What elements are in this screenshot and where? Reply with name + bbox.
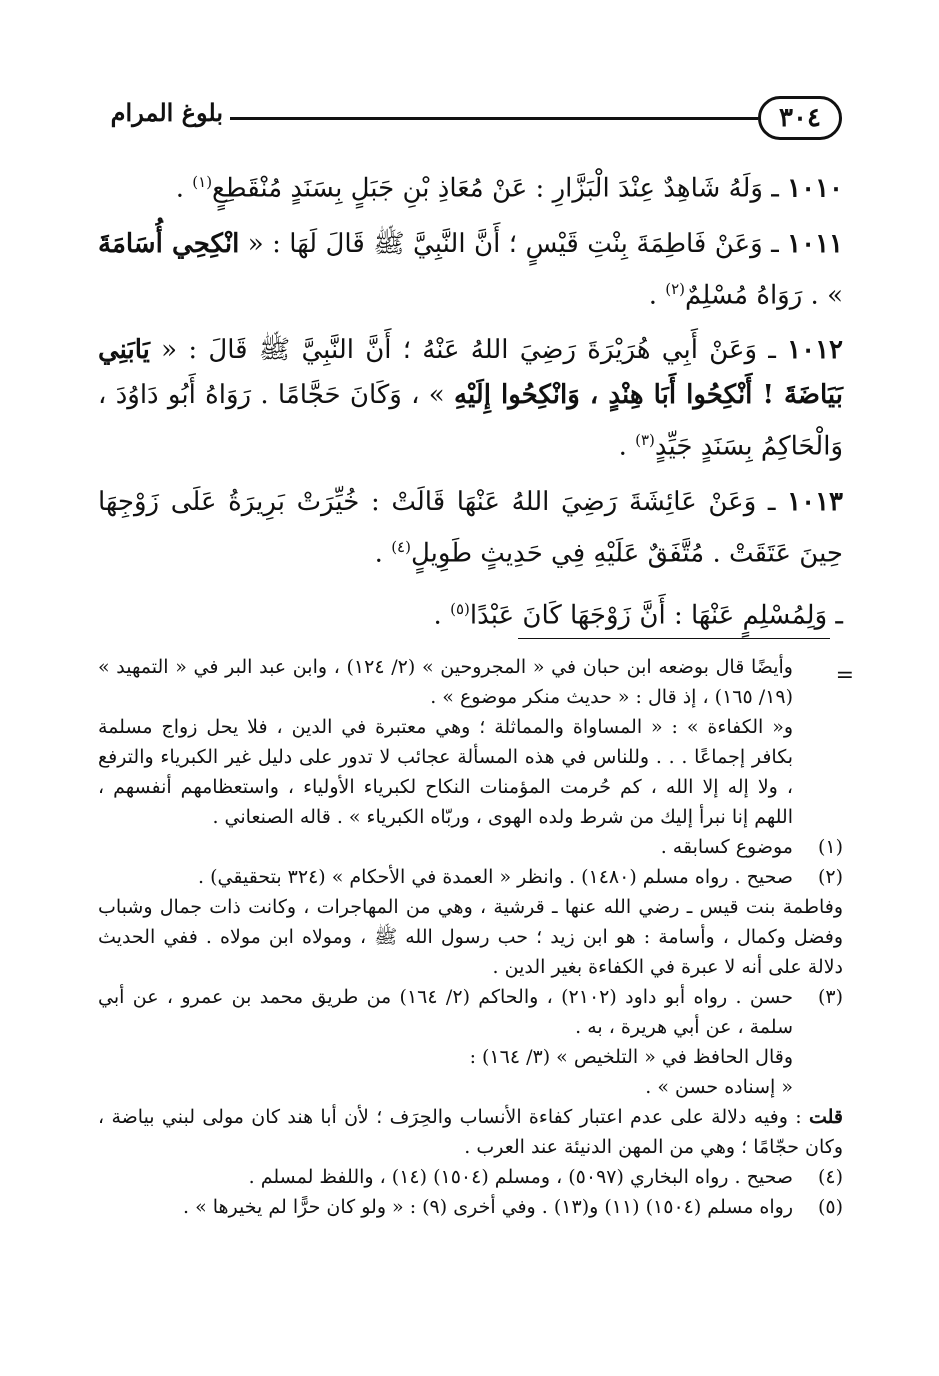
footnote-label: (١)	[817, 836, 843, 858]
hadith-number: ١٠١٢	[787, 335, 844, 366]
text-segment: ـ وَلَهُ شَاهِدٌ عِنْدَ الْبَزَّارِ : عَنْ مُعَاذِ بْنِ جَبَلٍ بِسَنَدٍ مُنْقَطِعٍ	[212, 173, 779, 204]
footnote-text: حسن . رواه أبو داود (٢١٠٢) ، والحاكم (٢/ ١٦٤) من طريق محمد بن عمرو ، عن أبي سلمة ، عن أبي هريرة ، به .	[98, 986, 793, 1038]
footnote-4	[98, 1162, 843, 1192]
footnote-3-quote: « إسناده حسن » .	[645, 1076, 793, 1098]
footnote-label: (٣)	[817, 986, 843, 1008]
hadith-number: ١٠١٣	[787, 486, 843, 517]
footnote-3	[98, 982, 843, 1042]
header-rule	[230, 117, 758, 120]
hadith-1013	[98, 480, 843, 577]
footnote-continuation: وأيضًا قال بوضعه ابن حبان في « المجروحين » (٢/ ١٢٤) ، وابن عبد البر في « التمهيد » (١٩/ ١٦٥) ، إذ قال : « حديث منكر موضوع » .	[98, 656, 793, 708]
book-title: بلوغ المرام	[110, 98, 223, 127]
hadith-1012	[98, 328, 843, 470]
footnote-1	[98, 832, 843, 862]
prophetic-quote: يَابَنِي بَيَاضَةَ ! أَنْكِحُوا أَبَا هِنْدٍ ، وَانْكِحُوا إِلَيْهِ	[98, 335, 843, 411]
page-header	[98, 96, 842, 146]
hadith-appendix	[98, 587, 843, 639]
footnote-2	[98, 862, 843, 892]
footnote-separator	[518, 638, 830, 639]
hadith-1010	[98, 160, 843, 212]
footnote-ref: (٢)	[665, 279, 686, 298]
footnote-ref: (٣)	[635, 431, 655, 450]
footnotes	[98, 652, 843, 1222]
footnote-text: رواه مسلم (١٥٠٤) (١١) و(١٣) . وفي أخرى (٩) : « ولو كان حرًّا لم يخيرها » .	[183, 1196, 793, 1218]
footnote-3-hafiz: وقال الحافظ في « التلخيص » (٣/ ١٦٤) :	[469, 1046, 793, 1068]
text-segment: » . رَوَاهُ مُسْلِمٌ	[685, 280, 843, 311]
hadith-1011	[98, 222, 843, 319]
qultu-label: قلت	[808, 1106, 843, 1128]
continuation-mark: =	[835, 663, 854, 688]
footnote-label: (٤)	[817, 1166, 843, 1188]
text-segment: .	[433, 600, 451, 631]
footnote-text: صحيح . رواه مسلم (١٤٨٠) . وانظر « العمدة في الأحكام » (٣٢٤ بتحقيقي) .	[198, 866, 793, 888]
prophetic-quote: انْكِحِي أُسَامَةَ	[98, 228, 240, 259]
page-number: ٣٠٤	[758, 96, 842, 140]
footnote-ref: (٤)	[391, 537, 411, 556]
text-segment: ـ وَعَنْ أَبِي هُرَيْرَةَ رَضِيَ اللهُ عَنْهُ ؛ أَنَّ النَّبِيَّ ﷺ قَالَ : «	[149, 335, 776, 366]
qultu-text: : وفيه دلالة على عدم اعتبار كفاءة الأنساب والحِرَف ؛ لأن أبا هند كان مولى لبني بياضة ، وكان حجّامًا ؛ وهي من المهن الدنيئة عند العرب .	[98, 1106, 843, 1158]
hadith-number: ١٠١٠	[787, 173, 843, 204]
footnote-ref: (١)	[192, 173, 213, 191]
hadith-text	[98, 160, 843, 648]
footnote-ref: (٥)	[450, 599, 470, 618]
footnote-label: (٢)	[817, 866, 843, 888]
text-segment: ـ وَعَنْ عَائِشَةَ رَضِيَ اللهُ عَنْهَا قَالَتْ : خُيِّرَتْ بَرِيرَةُ عَلَى زَوْجِهَا حِينَ عَتَقَتْ . مُتَّفَقٌ عَلَيْهِ فِي حَدِيثٍ طَوِيلٍ	[98, 486, 843, 569]
text-segment: ـ وَلِمُسْلِمٍ عَنْهَا : أَنَّ زَوْجَهَا كَانَ عَبْدًا	[469, 600, 843, 631]
text-segment: .	[618, 431, 636, 462]
text-segment: .	[374, 538, 392, 569]
footnote-label: (٥)	[817, 1196, 843, 1218]
hadith-number: ١٠١١	[787, 228, 844, 259]
footnote-text: صحيح . رواه البخاري (٥٠٩٧) ، ومسلم (١٥٠٤) (١٤) ، واللفظ لمسلم .	[248, 1166, 793, 1188]
text-segment: .	[648, 280, 666, 311]
footnote-continuation: و« الكفاءة » : « المساواة والمماثلة ؛ وهي معتبرة في الدين ، فلا يحل زواج مسلمة بكافر إجماعًا . . . وللناس في هذه المسألة عجائب لا تدور على دليل غير الكبرياء والترفع ، ولا إله إلا الله ، كم حُرمت المؤمنات النكاح لكبرياء الأولياء ، واستعظامهم أنفسهم ، اللهم إنا نبرأ إليك من شرط ولده الهوى ، وربّاه الكبرياء » . قاله الصنعاني .	[98, 716, 793, 828]
text-segment: » ، وَكَانَ حَجَّامًا . رَوَاهُ أَبُو دَاوُدَ ، وَالْحَاكِمُ بِسَنَدٍ جَيِّدٍ	[98, 380, 843, 462]
footnote-5	[98, 1192, 843, 1222]
text-segment: .	[175, 173, 193, 204]
footnote-2-continuation: وفاطمة بنت قيس ـ رضي الله عنها ـ قرشية ، وهي من المهاجرات ، وكانت ذات جمال وشباب وفضل وكمال ، وأسامة : هو ابن زيد ؛ حب رسول الله ﷺ ، ومولاه ابن مولاه . ففي الحديث دلالة على أنه لا عبرة في الكفاءة بغير الدين .	[98, 896, 843, 978]
footnote-text: موضوع كسابقه .	[660, 836, 793, 858]
footnote-3-comment	[98, 1102, 843, 1162]
text-segment: ـ وَعَنْ فَاطِمَةَ بِنْتِ قَيْسٍ ؛ أَنَّ النَّبِيَّ ﷺ قَالَ لَهَا : «	[239, 228, 779, 259]
